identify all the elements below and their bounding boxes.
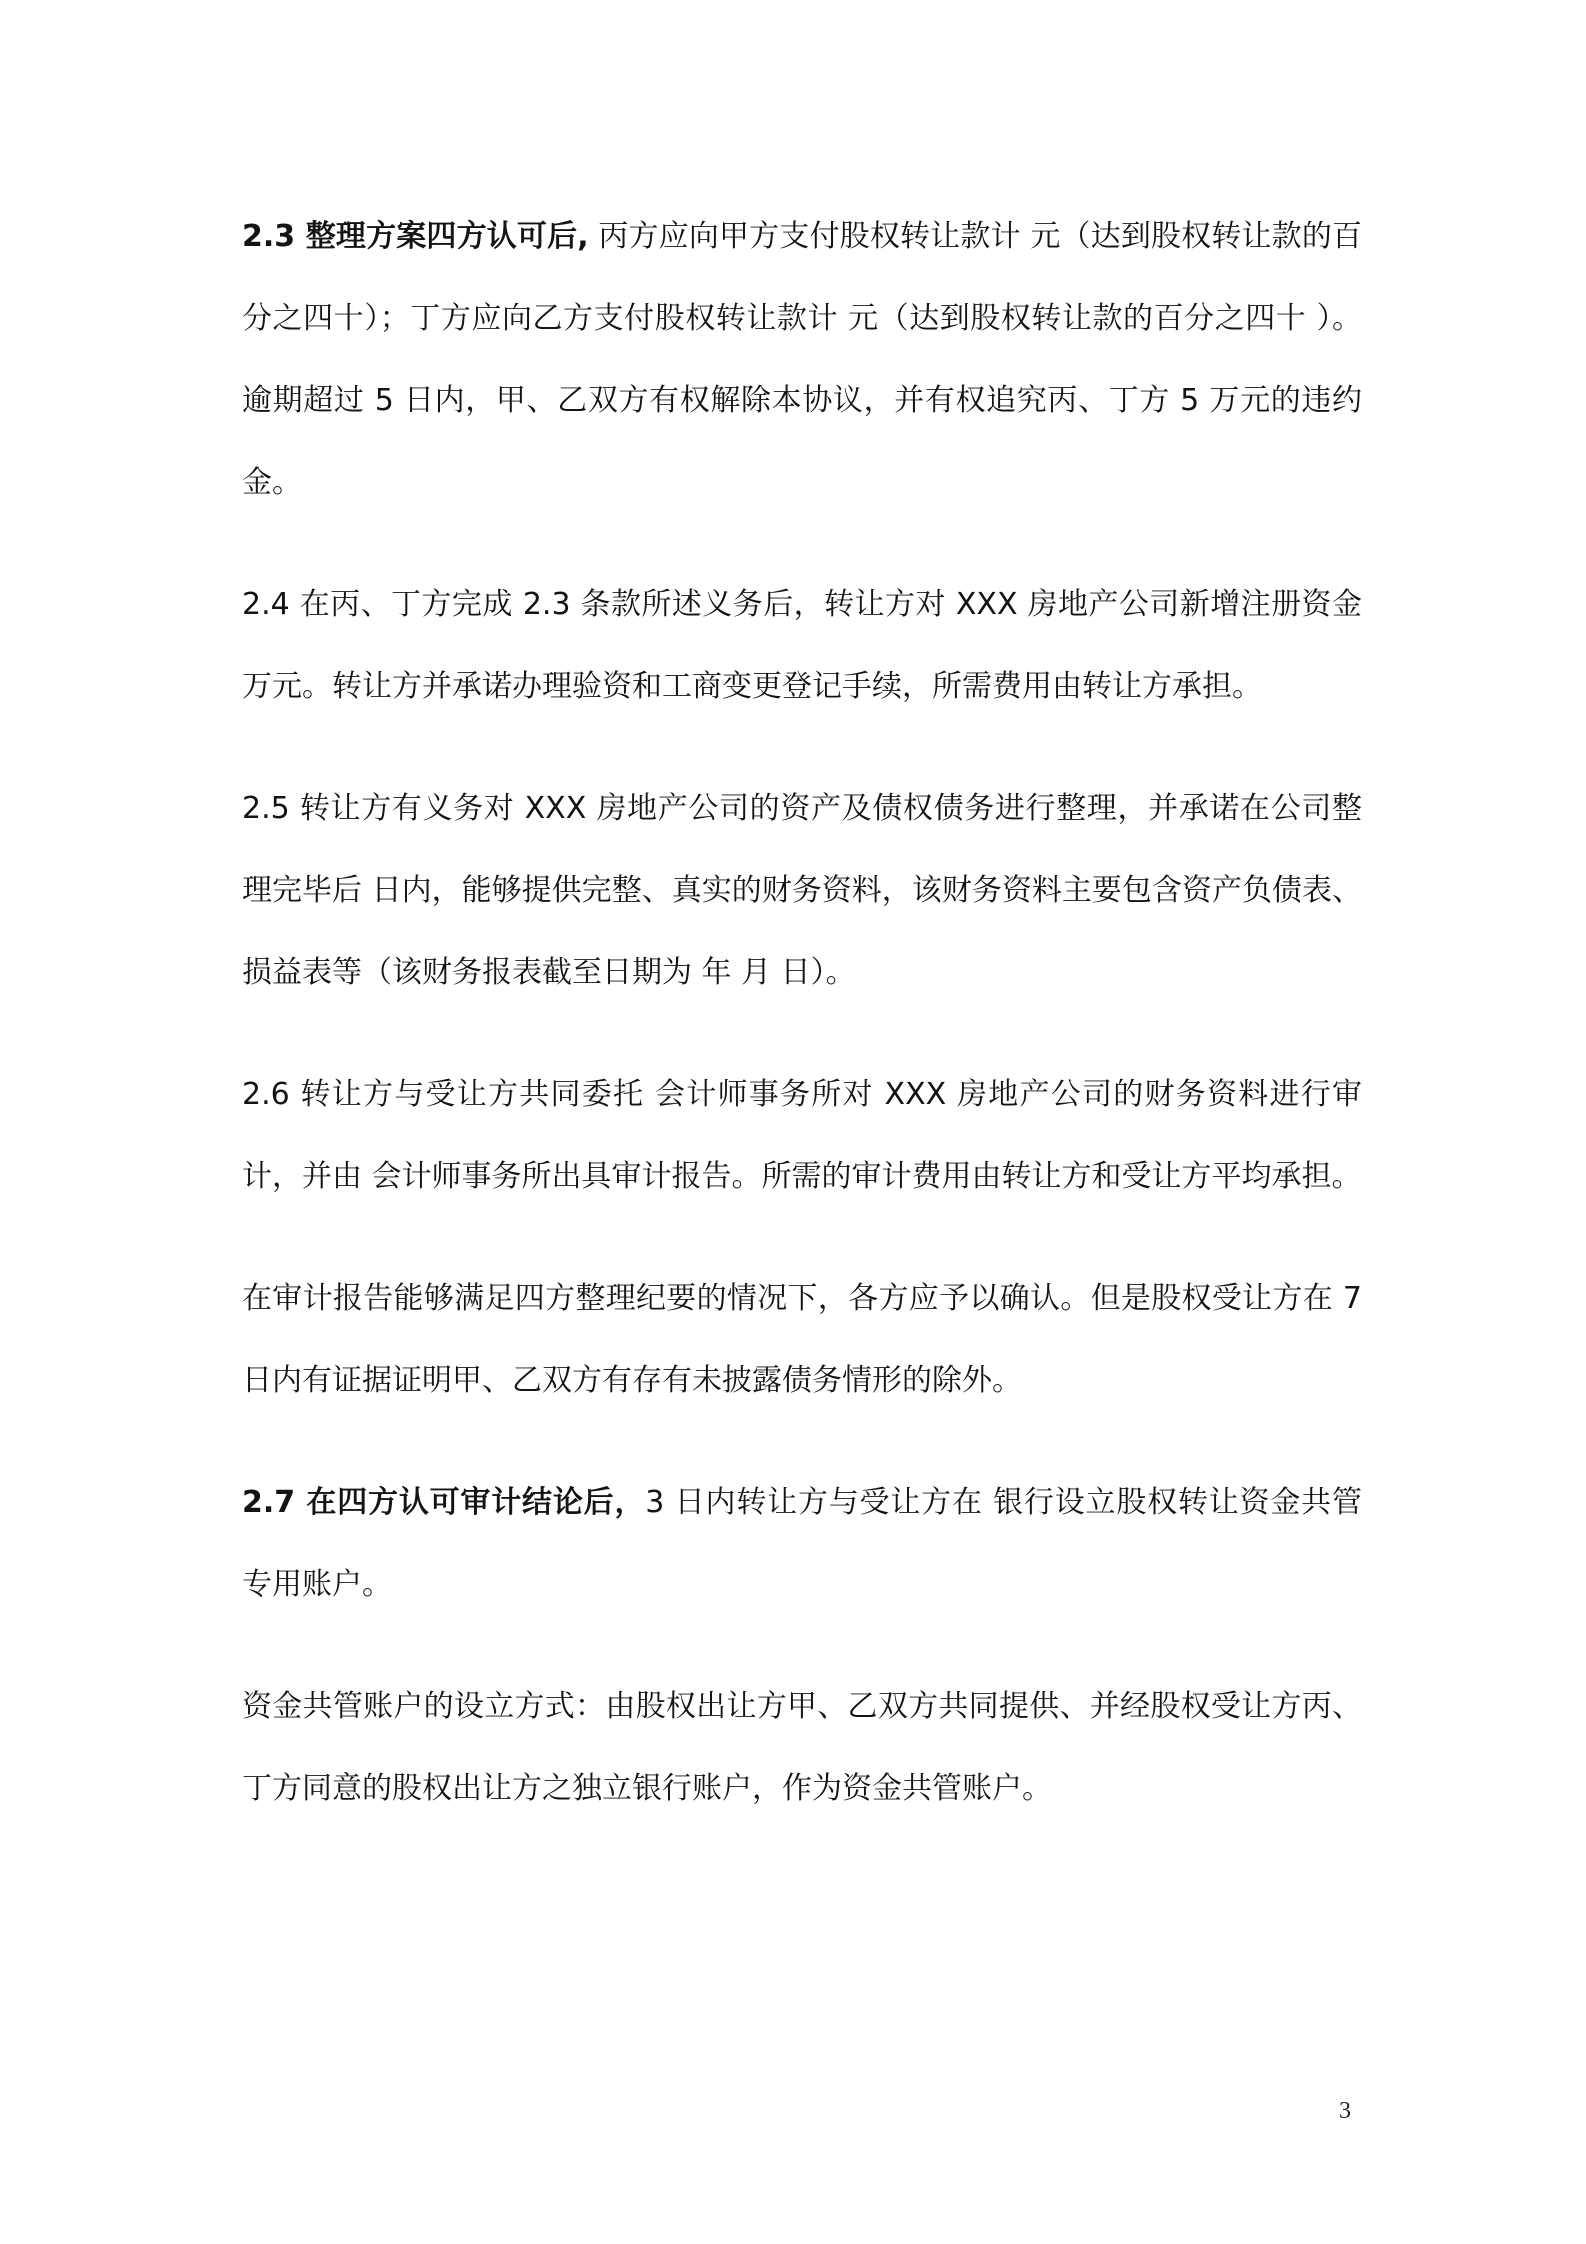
clause-2-5: 2.5 转让方有义务对 XXX 房地产公司的资产及债权债务进行整理，并承诺在公司整理完毕后 日内，能够提供完整、真实的财务资料，该财务资料主要包含资产负债表、损益表等（该财务报表截至日期为 年 月 日）。: [242, 791, 1362, 990]
clause-2-6: 2.6 转让方与受让方共同委托 会计师事务所对 XXX 房地产公司的财务资料进行审计，并由 会计师事务所出具审计报告。所需的审计费用由转让方和受让方平均承担。: [242, 1077, 1362, 1194]
clause-2-7: [242, 1462, 1362, 1626]
clause-2-3-lead: 2.3 整理方案四方认可后,: [242, 219, 589, 254]
audit-confirmation-paragraph: 在审计报告能够满足四方整理纪要的情况下，各方应予以确认。但是股权受让方在 7 日内有证据证明甲、乙双方有存有未披露债务情形的除外。: [242, 1281, 1362, 1398]
clause-2-4: 2.4 在丙、丁方完成 2.3 条款所述义务后，转让方对 XXX 房地产公司新增注册资金 万元。转让方并承诺办理验资和工商变更登记手续，所需费用由转让方承担。: [242, 587, 1362, 704]
page-number: 3: [1339, 2098, 1351, 2124]
clause-2-3: [242, 196, 1362, 524]
clause-2-7-lead: 2.7 在四方认可审计结论后，: [242, 1485, 646, 1520]
document-body: [242, 196, 1362, 1870]
clause-2-3-text: 丙方应向甲方支付股权转让款计 元（达到股权转让款的百分之四十）；丁方应向乙方支付股权转让款计 元（达到股权转让款的百分之四十 ）。 逾期超过 5 日内，甲、乙双方有权解除本协议，并有权追究丙、丁方 5 万元的违约金。: [242, 219, 1362, 500]
clause-2-7-text: 3 日内转让方与受让方在 银行设立股权转让资金共管专用账户。: [242, 1485, 1362, 1602]
escrow-account-paragraph: 资金共管账户的设立方式：由股权出让方甲、乙双方共同提供、并经股权受让方丙、丁方同意的股权出让方之独立银行账户，作为资金共管账户。: [242, 1689, 1362, 1806]
